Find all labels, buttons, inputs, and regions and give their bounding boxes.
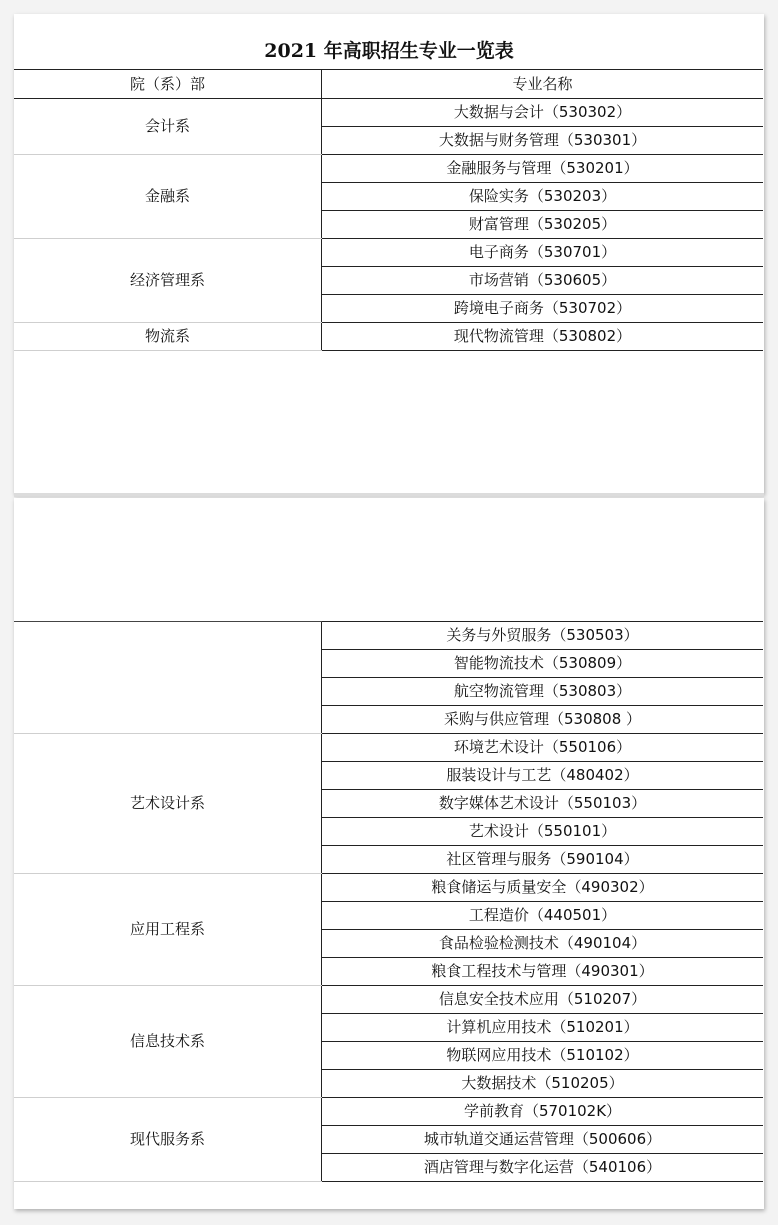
sheet-upper [14, 14, 764, 494]
table-row [14, 155, 763, 183]
major-cell: 财富管理（530205） [322, 211, 764, 239]
document-title: 2021 年高职招生专业一览表 [264, 40, 514, 62]
dept-cell: 应用工程系 [14, 874, 322, 986]
major-cell: 保险实务（530203） [322, 183, 764, 211]
major-cell: 环境艺术设计（550106） [322, 734, 764, 762]
dept-cell: 金融系 [14, 155, 322, 239]
major-cell: 智能物流技术（530809） [322, 650, 764, 678]
dept-cell: 现代服务系 [14, 1098, 322, 1182]
major-cell: 大数据与财务管理（530301） [322, 127, 764, 155]
table-row [14, 874, 763, 902]
table-row [14, 622, 763, 650]
major-cell: 大数据技术（510205） [322, 1070, 764, 1098]
major-cell: 粮食储运与质量安全（490302） [322, 874, 764, 902]
major-cell: 关务与外贸服务（530503） [322, 622, 764, 650]
major-cell: 金融服务与管理（530201） [322, 155, 764, 183]
major-cell: 大数据与会计（530302） [322, 99, 764, 127]
header-major: 专业名称 [322, 70, 764, 99]
major-cell: 信息安全技术应用（510207） [322, 986, 764, 1014]
major-cell: 酒店管理与数字化运营（540106） [322, 1154, 764, 1182]
major-cell: 航空物流管理（530803） [322, 678, 764, 706]
major-cell: 学前教育（570102K） [322, 1098, 764, 1126]
dept-cell: 物流系 [14, 323, 322, 351]
major-cell: 跨境电子商务（530702） [322, 295, 764, 323]
major-cell: 采购与供应管理（530808 ） [322, 706, 764, 734]
page-break [14, 493, 764, 497]
major-cell: 城市轨道交通运营管理（500606） [322, 1126, 764, 1154]
table-row [14, 734, 763, 762]
dept-cell: 会计系 [14, 99, 322, 155]
major-cell: 数字媒体艺术设计（550103） [322, 790, 764, 818]
table-row [14, 986, 763, 1014]
table-row [14, 99, 763, 127]
major-cell: 市场营销（530605） [322, 267, 764, 295]
dept-cell [14, 622, 322, 734]
major-cell: 服装设计与工艺（480402） [322, 762, 764, 790]
major-cell: 社区管理与服务（590104） [322, 846, 764, 874]
major-cell: 粮食工程技术与管理（490301） [322, 958, 764, 986]
major-cell: 工程造价（440501） [322, 902, 764, 930]
table-row [14, 239, 763, 267]
table-row [14, 323, 763, 351]
major-cell: 艺术设计（550101） [322, 818, 764, 846]
majors-table-lower [14, 621, 763, 1182]
header-dept: 院（系）部 [14, 70, 322, 99]
sheet-lower [14, 498, 764, 1209]
table-header-row [14, 70, 763, 99]
dept-cell: 信息技术系 [14, 986, 322, 1098]
table-row [14, 1098, 763, 1126]
dept-cell: 艺术设计系 [14, 734, 322, 874]
major-cell: 电子商务（530701） [322, 239, 764, 267]
majors-table-upper [14, 69, 763, 351]
major-cell: 计算机应用技术（510201） [322, 1014, 764, 1042]
major-cell: 现代物流管理（530802） [322, 323, 764, 351]
major-cell: 食品检验检测技术（490104） [322, 930, 764, 958]
dept-cell: 经济管理系 [14, 239, 322, 323]
major-cell: 物联网应用技术（510102） [322, 1042, 764, 1070]
